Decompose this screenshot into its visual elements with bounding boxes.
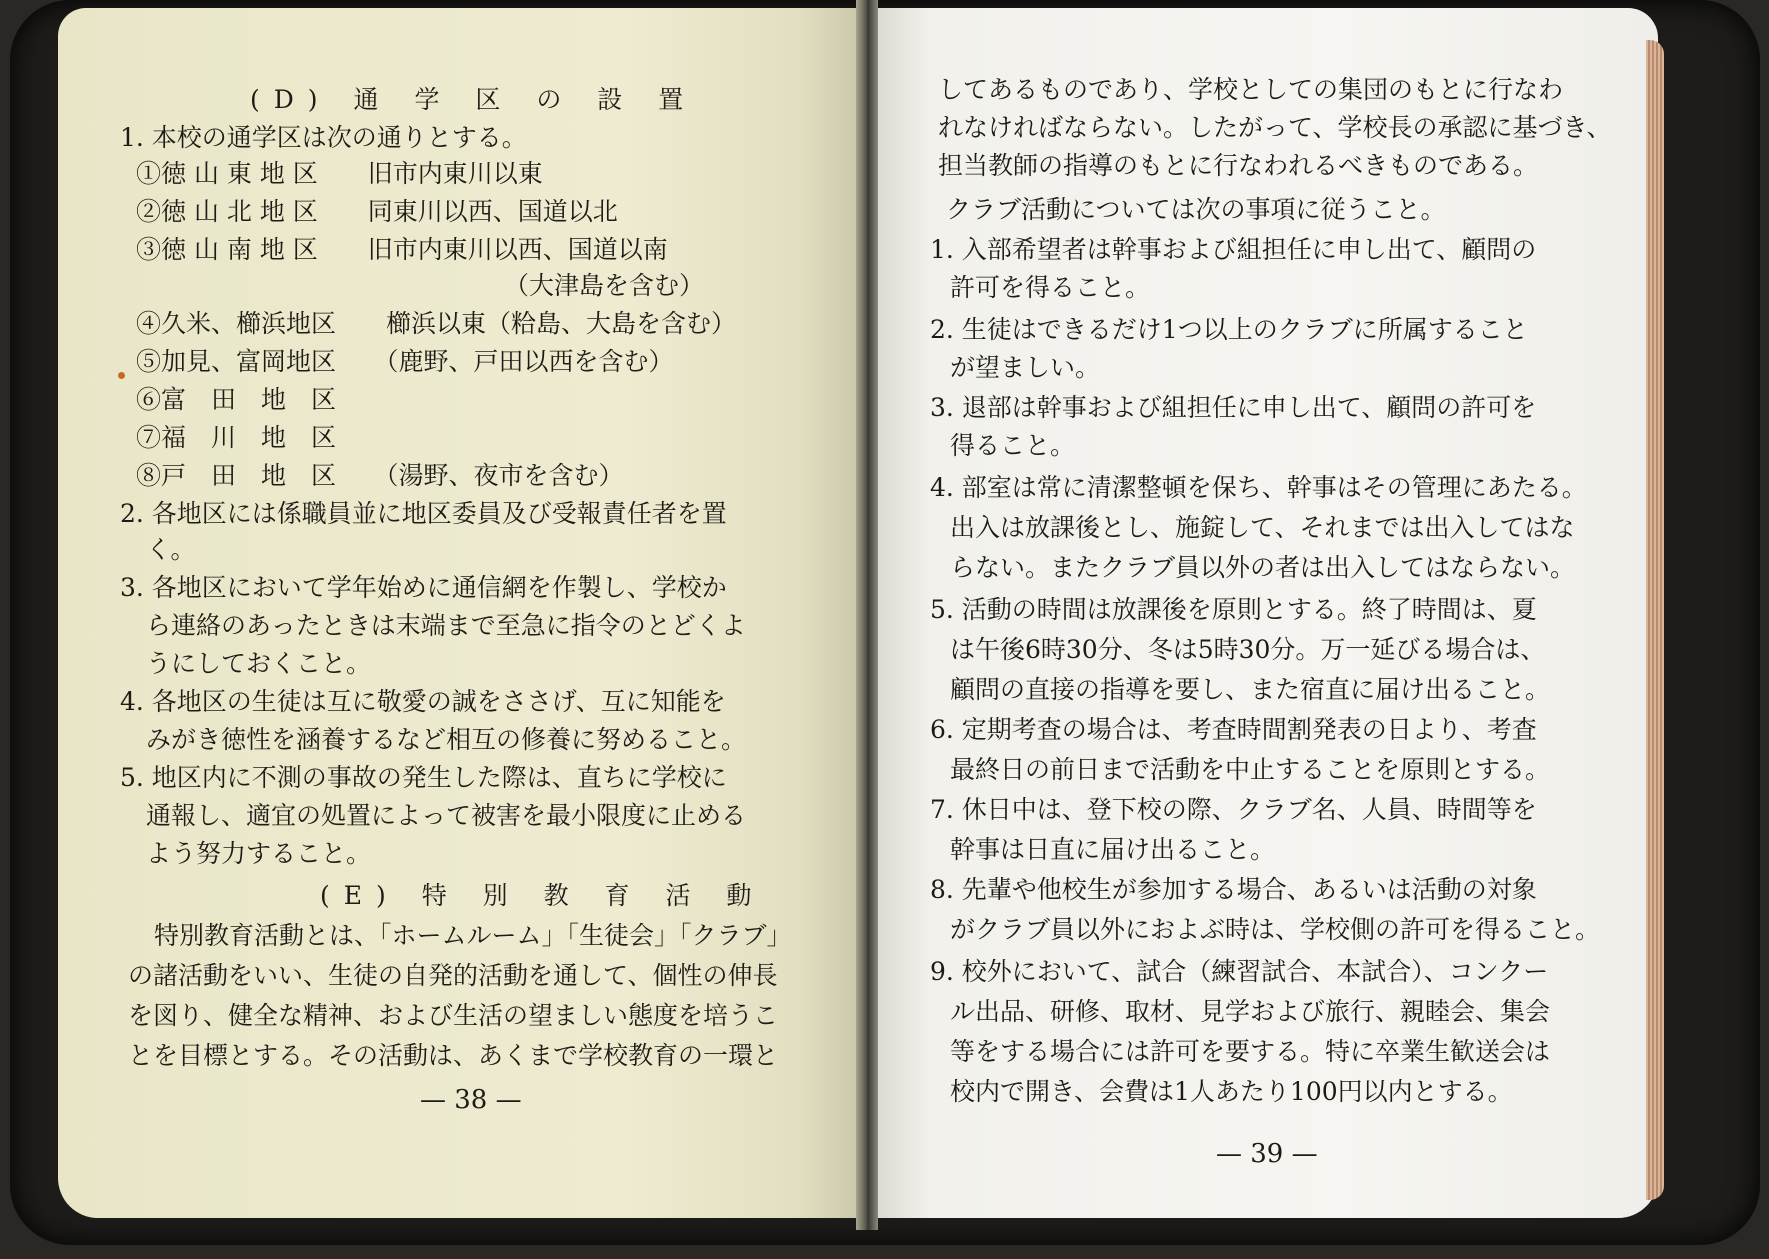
text-line: ら連絡のあったときは末端まで至急に指令のとどくよ — [146, 611, 746, 640]
ink-spot — [118, 372, 125, 379]
text-line: 通報し、適宜の処置によって被害を最小限度に止める — [146, 801, 747, 830]
text-line: を図り、健全な精神、および生活の望ましい態度を培うこ — [128, 1001, 779, 1030]
text-line: よう努力すること。 — [146, 839, 372, 868]
text-line: うにしておくこと。 — [146, 649, 372, 678]
text-line: 6. 定期考査の場合は、考査時間割発表の日より、考査 — [930, 715, 1537, 744]
text-line: く。 — [146, 535, 196, 564]
text-line: ⑦福 川 地 区 — [136, 423, 337, 452]
text-line: が望ましい。 — [950, 353, 1101, 382]
text-line: 4. 各地区の生徒は互に敬愛の誠をささげ、互に知能を — [120, 687, 726, 716]
text-line: 3. 退部は幹事および組担任に申し出て、顧問の許可を — [930, 393, 1537, 422]
text-line: ④久米、櫛浜地区 櫛浜以東（粭島、大島を含む） — [136, 309, 737, 338]
text-line: 1. 入部希望者は幹事および組担任に申し出て、顧問の — [930, 235, 1537, 264]
text-line: 顧問の直接の指導を要し、また宿直に届け出ること。 — [950, 675, 1551, 704]
text-line: 許可を得ること。 — [950, 273, 1151, 302]
text-line: ③徳 山 南 地 区 旧市内東川以西、国道以南 — [136, 235, 668, 264]
section-heading-e: (E) 特 別 教 育 活 動 — [320, 881, 766, 910]
text-line: は午後6時30分、冬は5時30分。万一延びる場合は、 — [950, 635, 1546, 664]
section-heading-d: (D) 通 学 区 の 設 置 — [250, 85, 698, 114]
text-line: とを目標とする。その活動は、あくまで学校教育の一環と — [128, 1041, 779, 1070]
text-line: 担当教師の指導のもとに行なわれるべきものである。 — [938, 151, 1539, 180]
text-line: ①徳 山 東 地 区 旧市内東川以東 — [136, 159, 543, 188]
text-line: 3. 各地区において学年始めに通信網を作製し、学校か — [120, 573, 727, 602]
text-line: ル出品、研修、取材、見学および旅行、親睦会、集会 — [950, 997, 1551, 1026]
page-number: — 38 — — [420, 1085, 522, 1115]
text-line: 幹事は日直に届け出ること。 — [950, 835, 1276, 864]
text-line: ②徳 山 北 地 区 同東川以西、国道以北 — [136, 197, 618, 226]
text-line: ⑧戸 田 地 区 （湯野、夜市を含む） — [136, 461, 624, 490]
text-line: 8. 先輩や他校生が参加する場合、あるいは活動の対象 — [930, 875, 1537, 904]
text-line: らない。またクラブ員以外の者は出入してはならない。 — [950, 553, 1576, 582]
text-line: 2. 生徒はできるだけ1つ以上のクラブに所属すること — [930, 315, 1528, 344]
text-line: 最終日の前日まで活動を中止することを原則とする。 — [950, 755, 1551, 784]
text-line: 校内で開き、会費は1人あたり100円以内とする。 — [950, 1077, 1513, 1106]
text-line: の諸活動をいい、生徒の自発的活動を通して、個性の伸長 — [128, 961, 778, 990]
text-line: 4. 部室は常に清潔整頓を保ち、幹事はその管理にあたる。 — [930, 473, 1587, 502]
text-line: してあるものであり、学校としての集団のもとに行なわ — [938, 75, 1564, 104]
text-line: れなければならない。したがって、学校長の承認に基づき、 — [938, 113, 1612, 142]
text-line: 等をする場合には許可を要する。特に卒業生歓送会は — [950, 1037, 1551, 1066]
text-line: ⑤加見、富岡地区 （鹿野、戸田以西を含む） — [136, 347, 674, 376]
text-line: みがき徳性を涵養するなど相互の修養に努めること。 — [146, 725, 747, 754]
text-line: 5. 活動の時間は放課後を原則とする。終了時間は、夏 — [930, 595, 1537, 624]
book-gutter — [856, 0, 878, 1230]
text-line: 出入は放課後とし、施錠して、それまでは出入してはな — [950, 513, 1575, 542]
text-line: 9. 校外において、試合（練習試合、本試合）、コンクー — [930, 957, 1549, 986]
text-line: （大津島を含む） — [504, 271, 705, 300]
left-page — [58, 8, 864, 1218]
text-line: がクラブ員以外におよぶ時は、学校側の許可を得ること。 — [950, 915, 1601, 944]
text-line: 1. 本校の通学区は次の通りとする。 — [120, 123, 527, 152]
text-line: 5. 地区内に不測の事故の発生した際は、直ちに学校に — [120, 763, 727, 792]
page-edges — [1646, 40, 1664, 1200]
text-line: ⑥富 田 地 区 — [136, 385, 337, 414]
text-line: 2. 各地区には係職員並に地区委員及び受報責任者を置 — [120, 499, 727, 528]
text-line: クラブ活動については次の事項に従うこと。 — [946, 195, 1446, 224]
text-line: 得ること。 — [950, 431, 1076, 460]
text-line: 7. 休日中は、登下校の際、クラブ名、人員、時間等を — [930, 795, 1537, 824]
page-number: — 39 — — [1216, 1139, 1318, 1169]
text-line: 特別教育活動とは、「ホームルーム」「生徒会」「クラブ」 — [154, 921, 792, 950]
right-page — [868, 8, 1658, 1218]
